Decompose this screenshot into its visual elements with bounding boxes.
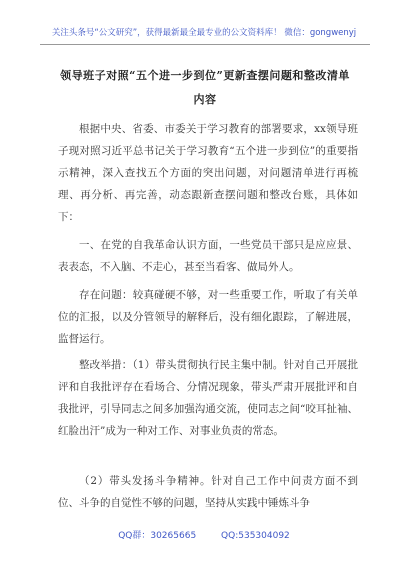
- paragraph-section-one: 一、在党的自我革命认识方面，一些党员干部只是应应景、表表态，不入脑、不走心，甚至当看客、做局外人。: [58, 239, 358, 273]
- paragraph-measures: 整改举措：（1）带头贯彻执行民主集中制。针对自己开展批评和自我批评存在看场合、分情况现象，带头严肃开展批评和自我批评，引导同志之间多加强沟通交流，使同志之间“咬耳扯袖、红脸出汗”成为一种对工作、对事业负责的常态。: [58, 359, 358, 437]
- page-footer: [0, 528, 408, 541]
- paragraph-measure-two: （2）带头发扬斗争精神。针对自己工作中问责方面不到位、斗争的自觉性不够的问题，坚持从实践中锤炼斗争: [58, 475, 358, 509]
- footer-qq: QQ:535304092: [221, 531, 290, 541]
- document-title: 领导班子对照“五个进一步到位”更新查摆问题和整改清单内容: [60, 69, 350, 106]
- footer-qq-group: QQ群：30265665: [118, 531, 197, 541]
- page-header: 关注头条号“公文研究”，获得最新最全最专业的公文资料库！ 微信：gongwenyj: [51, 28, 357, 38]
- paragraph-problem: 存在问题：较真碰硬不够，对一些重要工作，听取了有关单位的汇报，以及分管领导的解释后，没有细化跟踪，了解进展，监督运行。: [58, 289, 358, 345]
- paragraph-intro: 根据中央、省委、市委关于学习教育的部署要求，xx领导班子现对照习近平总书记关于学习教育“五个进一步到位”的重要指示精神，深入查找五个方面的突出问题，对问题清单进行再梳理、再分析、再完善，动态跟新查摆问题和整改台账，具体如下：: [58, 123, 358, 223]
- header-divider: [40, 44, 370, 45]
